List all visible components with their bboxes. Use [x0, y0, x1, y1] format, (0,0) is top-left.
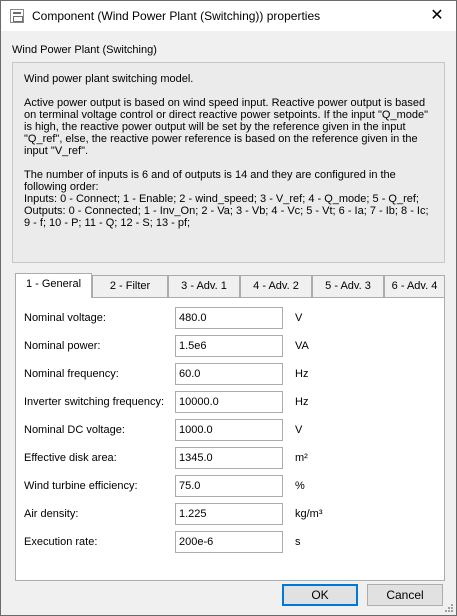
nominal-frequency-label: Nominal frequency: — [24, 368, 119, 380]
close-icon[interactable]: ✕ — [430, 7, 444, 24]
nominal-dc-voltage-input[interactable]: 1000.0 — [175, 419, 283, 441]
field-row — [24, 335, 434, 357]
inverter-switching-frequency-label: Inverter switching frequency: — [24, 396, 165, 408]
effective-disk-area-unit: m² — [295, 452, 308, 464]
tab-adv-4[interactable]: 6 - Adv. 4 — [384, 275, 445, 297]
nominal-power-label: Nominal power: — [24, 340, 101, 352]
effective-disk-area-input[interactable]: 1345.0 — [175, 447, 283, 469]
execution-rate-unit: s — [295, 536, 301, 548]
execution-rate-input[interactable]: 200e-6 — [175, 531, 283, 553]
description-summary: Wind power plant switching model. — [24, 73, 194, 85]
air-density-label: Air density: — [24, 508, 79, 520]
nominal-frequency-unit: Hz — [295, 368, 309, 380]
nominal-power-input[interactable]: 1.5e6 — [175, 335, 283, 357]
general-tab-panel — [15, 297, 445, 581]
nominal-voltage-unit: V — [295, 312, 303, 324]
execution-rate-label: Execution rate: — [24, 536, 98, 548]
field-row — [24, 531, 434, 553]
inverter-switching-frequency-unit: Hz — [295, 396, 309, 408]
description-io-count: The number of inputs is 6 and of outputs is 14 and they are configured in the following order: — [24, 169, 396, 193]
description-outputs: Outputs: 0 - Connected; 1 - Inv_On; 2 - Va; 3 - Vb; 4 - Vc; 5 - Vt; 6 - Ia; 7 - Ib; 8 - Ic; 9 - f; 10 - P; 11 - Q; 12 - S; 13 - pf; — [24, 205, 429, 229]
description-details: Active power output is based on wind speed input. Reactive power output is based on terminal voltage control or direct reactive power setpoints. If the input "Q_mode" is high, the reactive power output will be set by the reference given in the input "Q_ref", else, the reactive power reference is based on the reference given in the input "V_ref". — [24, 97, 429, 157]
effective-disk-area-label: Effective disk area: — [24, 452, 117, 464]
tab-adv-3[interactable]: 5 - Adv. 3 — [312, 275, 384, 297]
nominal-dc-voltage-unit: V — [295, 424, 303, 436]
field-row — [24, 391, 434, 413]
nominal-power-unit: VA — [295, 340, 309, 352]
wind-turbine-efficiency-label: Wind turbine efficiency: — [24, 480, 138, 492]
tab-filter[interactable]: 2 - Filter — [92, 275, 168, 297]
field-row — [24, 475, 434, 497]
cancel-button[interactable]: Cancel — [367, 584, 443, 606]
inverter-switching-frequency-input[interactable]: 10000.0 — [175, 391, 283, 413]
description-box — [12, 62, 445, 263]
tab-adv-1[interactable]: 3 - Adv. 1 — [168, 275, 240, 297]
description-inputs: Inputs: 0 - Connect; 1 - Enable; 2 - wind_speed; 3 - V_ref; 4 - Q_mode; 5 - Q_ref; — [24, 193, 419, 205]
nominal-voltage-label: Nominal voltage: — [24, 312, 106, 324]
wind-turbine-efficiency-input[interactable]: 75.0 — [175, 475, 283, 497]
nominal-voltage-input[interactable]: 480.0 — [175, 307, 283, 329]
field-row — [24, 447, 434, 469]
title-bar[interactable] — [1, 1, 456, 31]
ok-button[interactable]: OK — [282, 584, 358, 606]
field-row — [24, 503, 434, 525]
resize-grip-icon[interactable] — [444, 603, 454, 613]
field-row — [24, 419, 434, 441]
nominal-dc-voltage-label: Nominal DC voltage: — [24, 424, 125, 436]
component-window-icon — [10, 9, 24, 23]
tab-bar — [15, 275, 445, 297]
component-type-label: Wind Power Plant (Switching) — [12, 44, 157, 56]
nominal-frequency-input[interactable]: 60.0 — [175, 363, 283, 385]
air-density-unit: kg/m³ — [295, 508, 323, 520]
wind-turbine-efficiency-unit: % — [295, 480, 305, 492]
tab-adv-2[interactable]: 4 - Adv. 2 — [240, 275, 312, 297]
air-density-input[interactable]: 1.225 — [175, 503, 283, 525]
tab-general[interactable]: 1 - General — [15, 273, 92, 298]
field-row — [24, 307, 434, 329]
field-row — [24, 363, 434, 385]
window-title: Component (Wind Power Plant (Switching)) properties — [32, 9, 321, 23]
